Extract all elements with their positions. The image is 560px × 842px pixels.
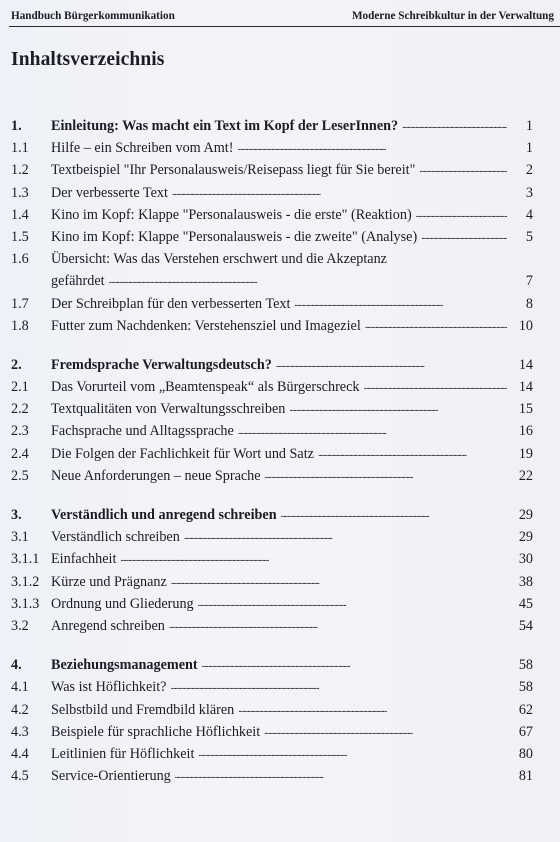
dot-leader <box>168 680 507 694</box>
toc-entry-title: Kino im Kopf: Klappe "Personalausweis - die erste" (Reaktion) <box>51 206 412 223</box>
toc-entry-number: 2.1 <box>11 379 29 396</box>
toc-entry-number: 1.7 <box>11 295 29 312</box>
toc-entry-title: Kino im Kopf: Klappe "Personalausweis - die zweite" (Analyse) <box>51 228 418 245</box>
dot-leader <box>279 508 507 522</box>
dot-leader <box>196 597 507 611</box>
toc-entry[interactable] <box>11 182 533 204</box>
toc-entry-title: Ordnung und Gliederung <box>51 595 194 612</box>
toc-entry[interactable] <box>11 571 533 593</box>
toc-entry-number: 3.1.1 <box>11 551 40 568</box>
dot-leader <box>263 469 507 483</box>
toc-entry-page-number: 80 <box>518 745 533 762</box>
toc-entry[interactable] <box>11 548 533 570</box>
dot-leader <box>292 297 507 311</box>
dot-leader <box>287 402 507 416</box>
dot-leader <box>414 208 507 222</box>
dot-leader <box>419 230 507 244</box>
toc-entry-page-number: 29 <box>518 507 533 523</box>
toc-entry-title: Kürze und Prägnanz <box>51 573 167 590</box>
toc-section <box>11 504 533 637</box>
toc-entry-page-number: 14 <box>518 379 533 396</box>
toc-entry[interactable] <box>11 137 533 159</box>
dot-leader <box>173 769 507 783</box>
dot-leader <box>236 425 507 439</box>
toc-entry[interactable] <box>11 615 533 637</box>
dot-leader <box>235 141 507 155</box>
dot-leader <box>417 163 507 177</box>
header-rule <box>9 26 560 27</box>
toc-entry-number: 3. <box>11 507 22 523</box>
toc-entry[interactable] <box>11 765 533 787</box>
toc-entry-page-number: 81 <box>518 768 533 785</box>
toc-entry-page-number: 45 <box>518 595 533 612</box>
toc-entry-page-number: 1 <box>525 118 533 134</box>
toc-entry-title: Anregend schreiben <box>51 617 165 634</box>
dot-leader <box>196 747 507 761</box>
toc-entry-page-number: 5 <box>525 228 533 245</box>
toc-entry[interactable] <box>11 743 533 765</box>
toc-entry-title: Einfachheit <box>51 551 117 568</box>
toc-entry-title: Leitlinien für Höflichkeit <box>51 745 195 762</box>
toc-entry-number: 2.5 <box>11 467 29 484</box>
toc-entry-page-number: 10 <box>518 317 533 334</box>
dot-leader <box>236 703 507 717</box>
toc-entry-page-number: 1 <box>525 140 533 157</box>
toc-entry-page-number: 3 <box>525 184 533 201</box>
toc-chapter-entry[interactable] <box>11 115 533 137</box>
toc-entry[interactable] <box>11 420 533 442</box>
toc-entry-page-number: 62 <box>518 701 533 718</box>
toc-entry-number: 4.3 <box>11 723 29 740</box>
toc-entry-title: Selbstbild und Fremdbild klären <box>51 701 235 718</box>
toc-entry-number: 1.8 <box>11 317 29 334</box>
toc-entry[interactable] <box>11 376 533 398</box>
toc-entry-number: 1.1 <box>11 140 29 157</box>
toc-entry[interactable] <box>11 676 533 698</box>
toc-entry-number: 1.4 <box>11 206 29 223</box>
dot-leader <box>400 119 507 133</box>
toc-entry-title: Neue Anforderungen – neue Sprache <box>51 467 261 484</box>
toc-entry-number: 3.1.3 <box>11 595 40 612</box>
toc-entry-title-continued: gefährdet <box>51 273 105 290</box>
toc-section <box>11 654 533 787</box>
toc-entry-title: Der verbesserte Text <box>51 184 168 201</box>
toc-entry-page-number: 7 <box>525 273 533 290</box>
toc-chapter-entry[interactable] <box>11 654 533 676</box>
dot-leader <box>262 725 507 739</box>
toc-entry-number: 2.3 <box>11 423 29 440</box>
toc-entry-number: 1.5 <box>11 228 29 245</box>
toc-entry-title: Futter zum Nachdenken: Verstehensziel und Imageziel <box>51 317 361 334</box>
toc-entry-number: 1.3 <box>11 184 29 201</box>
toc-entry-number: 4.1 <box>11 679 29 696</box>
toc-entry[interactable] <box>11 293 533 315</box>
toc-entry-page-number: 14 <box>518 356 533 373</box>
dot-leader <box>200 658 507 672</box>
toc-entry-number: 3.2 <box>11 617 29 634</box>
toc-entry[interactable] <box>11 465 533 487</box>
toc-entry-title: Fachsprache und Alltagssprache <box>51 423 234 440</box>
toc-entry[interactable] <box>11 204 533 226</box>
toc-entry-title: Textqualitäten von Verwaltungsschreiben <box>51 401 286 418</box>
dot-leader <box>170 186 507 200</box>
dot-leader <box>107 274 507 288</box>
toc-entry-number: 1.6 <box>11 251 29 268</box>
dot-leader <box>274 358 507 372</box>
toc-entry-number: 2.2 <box>11 401 29 418</box>
toc-entry-number: 4. <box>11 657 22 674</box>
toc-entry-page-number: 22 <box>518 467 533 484</box>
toc-entry-number: 3.1.2 <box>11 573 40 590</box>
dot-leader <box>362 380 508 394</box>
dot-leader <box>363 319 507 333</box>
toc-entry-title: Die Folgen der Fachlichkeit für Wort und Satz <box>51 445 314 462</box>
header-chapter-title: Moderne Schreibkultur in der Verwaltung <box>351 10 554 22</box>
toc-entry-page-number: 67 <box>518 723 533 740</box>
dot-leader <box>167 619 507 633</box>
dot-leader <box>182 530 507 544</box>
toc-entry-page-number: 16 <box>518 423 533 440</box>
toc-entry[interactable] <box>11 159 533 181</box>
toc-entry-page-number: 38 <box>518 573 533 590</box>
toc-entry-number: 1. <box>11 118 22 134</box>
page-title: Inhaltsverzeichnis <box>11 49 165 70</box>
toc-entry-title: Einleitung: Was macht ein Text im Kopf der LeserInnen? <box>51 118 399 134</box>
toc-entry-title: Hilfe – ein Schreiben vom Amt! <box>51 140 234 157</box>
toc-entry-title: Fremdsprache Verwaltungsdeutsch? <box>51 356 272 373</box>
toc-entry[interactable] <box>11 721 533 743</box>
toc-entry-page-number: 58 <box>518 679 533 696</box>
toc-entry[interactable] <box>11 226 533 248</box>
toc-entry-title: Beispiele für sprachliche Höflichkeit <box>51 723 261 740</box>
toc-entry-title: Was ist Höflichkeit? <box>51 679 167 696</box>
toc-entry-page-number: 54 <box>518 617 533 634</box>
toc-entry-title: Beziehungsmanagement <box>51 657 198 674</box>
toc-entry-title: Das Vorurteil vom „Beamtenspeak“ als Bürgerschreck <box>51 379 360 396</box>
header-book-title: Handbuch Bürgerkommunikation <box>11 10 175 22</box>
table-of-contents <box>11 115 533 804</box>
toc-chapter-entry[interactable] <box>11 504 533 526</box>
toc-entry[interactable] <box>11 248 533 292</box>
toc-entry-page-number: 30 <box>518 551 533 568</box>
dot-leader <box>118 552 507 566</box>
toc-entry[interactable] <box>11 526 533 548</box>
toc-entry-page-number: 19 <box>518 445 533 462</box>
toc-entry-number: 4.4 <box>11 745 29 762</box>
toc-entry-title: Verständlich und anregend schreiben <box>51 507 277 523</box>
toc-entry[interactable] <box>11 315 533 337</box>
toc-entry[interactable] <box>11 593 533 615</box>
toc-chapter-entry[interactable] <box>11 354 533 376</box>
toc-entry-title: Der Schreibplan für den verbesserten Text <box>51 295 291 312</box>
toc-entry-page-number: 15 <box>518 401 533 418</box>
toc-entry-title: Übersicht: Was das Verstehen erschwert und die Akzeptanz <box>51 251 387 268</box>
toc-entry-number: 1.2 <box>11 162 29 179</box>
toc-entry-number: 3.1 <box>11 529 29 546</box>
toc-entry-page-number: 29 <box>518 529 533 546</box>
toc-entry[interactable] <box>11 699 533 721</box>
toc-section <box>11 354 533 487</box>
dot-leader <box>169 575 507 589</box>
toc-entry-page-number: 58 <box>518 657 533 674</box>
dot-leader <box>316 447 507 461</box>
toc-entry-page-number: 4 <box>525 206 533 223</box>
toc-entry-number: 2.4 <box>11 445 29 462</box>
toc-entry[interactable] <box>11 398 533 420</box>
toc-entry[interactable] <box>11 443 533 465</box>
toc-entry-title: Textbeispiel "Ihr Personalausweis/Reisepass liegt für Sie bereit" <box>51 162 416 179</box>
toc-entry-title: Verständlich schreiben <box>51 529 180 546</box>
toc-entry-page-number: 8 <box>525 295 533 312</box>
toc-entry-title: Service-Orientierung <box>51 768 171 785</box>
toc-entry-page-number: 2 <box>525 162 533 179</box>
toc-section <box>11 115 533 337</box>
toc-entry-number: 4.5 <box>11 768 29 785</box>
toc-entry-number: 2. <box>11 356 22 373</box>
running-header <box>11 10 554 26</box>
toc-entry-number: 4.2 <box>11 701 29 718</box>
